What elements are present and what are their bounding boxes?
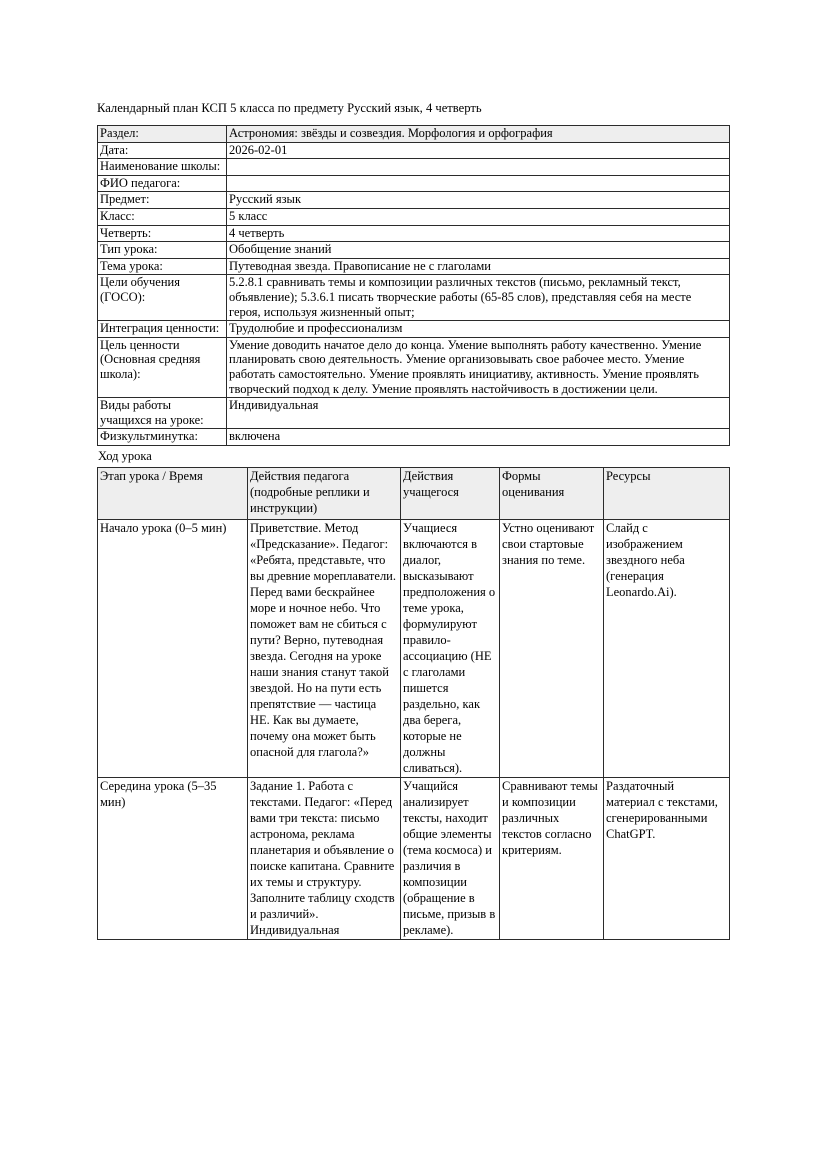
- info-label: Цель ценности (Основная средняя школа):: [98, 337, 227, 397]
- lesson-flow-table: [97, 467, 730, 940]
- info-row: [98, 208, 730, 225]
- info-row: [98, 321, 730, 338]
- info-label: ФИО педагога:: [98, 175, 227, 192]
- student-actions-cell: Учащийся анализирует тексты, находит общие элементы (тема космоса) и различия в композиции (обращение в письме, призыв в рекламе).: [401, 777, 500, 939]
- document-title: Календарный план КСП 5 класса по предмету Русский язык, 4 четверть: [97, 101, 482, 115]
- info-row: [98, 225, 730, 242]
- assessment-cell: Устно оценивают свои стартовые знания по теме.: [500, 519, 604, 777]
- lesson-info-table: [97, 125, 730, 446]
- info-value: 2026-02-01: [227, 142, 730, 159]
- info-label: Тип урока:: [98, 242, 227, 259]
- info-label: Четверть:: [98, 225, 227, 242]
- info-row: [98, 337, 730, 397]
- info-label: Класс:: [98, 208, 227, 225]
- info-label: Интеграция ценности:: [98, 321, 227, 338]
- info-value: Русский язык: [227, 192, 730, 209]
- info-label: Тема урока:: [98, 258, 227, 275]
- lesson-flow-row: [98, 777, 730, 939]
- info-value: включена: [227, 429, 730, 446]
- info-row: [98, 142, 730, 159]
- lesson-flow-row: [98, 519, 730, 777]
- info-value: 4 четверть: [227, 225, 730, 242]
- info-label: Раздел:: [98, 126, 227, 143]
- column-header-assessment: Формы оценивания: [500, 467, 604, 519]
- info-row: [98, 398, 730, 429]
- info-value: Трудолюбие и профессионализм: [227, 321, 730, 338]
- info-value: 5 класс: [227, 208, 730, 225]
- column-header-resources: Ресурсы: [604, 467, 730, 519]
- document-content: [97, 101, 730, 940]
- info-value: [227, 159, 730, 176]
- info-label: Виды работы учащихся на уроке:: [98, 398, 227, 429]
- info-value: Путеводная звезда. Правописание не с глаголами: [227, 258, 730, 275]
- info-row: [98, 159, 730, 176]
- info-value: 5.2.8.1 сравнивать темы и композиции различных текстов (письмо, рекламный текст, объявление); 5.3.6.1 писать творческие работы (65-85 слов), представляя себя на месте героя, используя жизненный опыт;: [227, 275, 730, 321]
- info-label: Физкультминутка:: [98, 429, 227, 446]
- column-header-teacher-actions: Действия педагога (подробные реплики и инструкции): [248, 467, 401, 519]
- info-label: Цели обучения (ГОСО):: [98, 275, 227, 321]
- lesson-flow-header-row: [98, 467, 730, 519]
- info-value: Обобщение знаний: [227, 242, 730, 259]
- info-row: [98, 275, 730, 321]
- info-value: Астрономия: звёзды и созвездия. Морфология и орфография: [227, 126, 730, 143]
- column-header-student-actions: Действия учащегося: [401, 467, 500, 519]
- info-row: [98, 258, 730, 275]
- info-value: Индивидуальная: [227, 398, 730, 429]
- info-row: [98, 192, 730, 209]
- info-label: Наименование школы:: [98, 159, 227, 176]
- info-row: [98, 429, 730, 446]
- resources-cell: Слайд с изображением звездного неба (генерация Leonardo.Ai).: [604, 519, 730, 777]
- info-value: Умение доводить начатое дело до конца. Умение выполнять работу качественно. Умение планировать свою деятельность. Умение организовывать свое рабочее место. Умение работать самостоятельно. Умение проявлять инициативу, активность. Умение проявлять творческий подход к делу. Умение проявлять настойчивость в достижении цели.: [227, 337, 730, 397]
- info-row: [98, 126, 730, 143]
- assessment-cell: Сравнивают темы и композиции различных текстов согласно критериям.: [500, 777, 604, 939]
- info-row: [98, 175, 730, 192]
- column-header-stage: Этап урока / Время: [98, 467, 248, 519]
- teacher-actions-cell: Приветствие. Метод «Предсказание». Педагог: «Ребята, представьте, что вы древние мореплаватели. Перед вами бескрайнее море и ночное небо. Что поможет вам не сбиться с пути? Верно, путеводная звезда. Сегодня на уроке наши знания станут такой звездой. Но на пути есть препятствие — частица НЕ. Как вы думаете, почему она может быть опасной для глагола?»: [248, 519, 401, 777]
- info-label: Дата:: [98, 142, 227, 159]
- stage-cell: Середина урока (5–35 мин): [98, 777, 248, 939]
- section-heading-course-flow: Ход урока: [98, 448, 152, 463]
- info-label: Предмет:: [98, 192, 227, 209]
- info-row: [98, 242, 730, 259]
- student-actions-cell: Учащиеся включаются в диалог, высказывают предположения о теме урока, формулируют правило-ассоциацию (НЕ с глаголами пишется раздельно, как два берега, которые не должны сливаться).: [401, 519, 500, 777]
- info-value: [227, 175, 730, 192]
- teacher-actions-cell: Задание 1. Работа с текстами. Педагог: «Перед вами три текста: письмо астронома, реклама планетария и объявление о поиске капитана. Сравните их темы и структуру. Заполните таблицу сходств и различий». Индивидуальная: [248, 777, 401, 939]
- resources-cell: Раздаточный материал с текстами, сгенерированными ChatGPT.: [604, 777, 730, 939]
- stage-cell: Начало урока (0–5 мин): [98, 519, 248, 777]
